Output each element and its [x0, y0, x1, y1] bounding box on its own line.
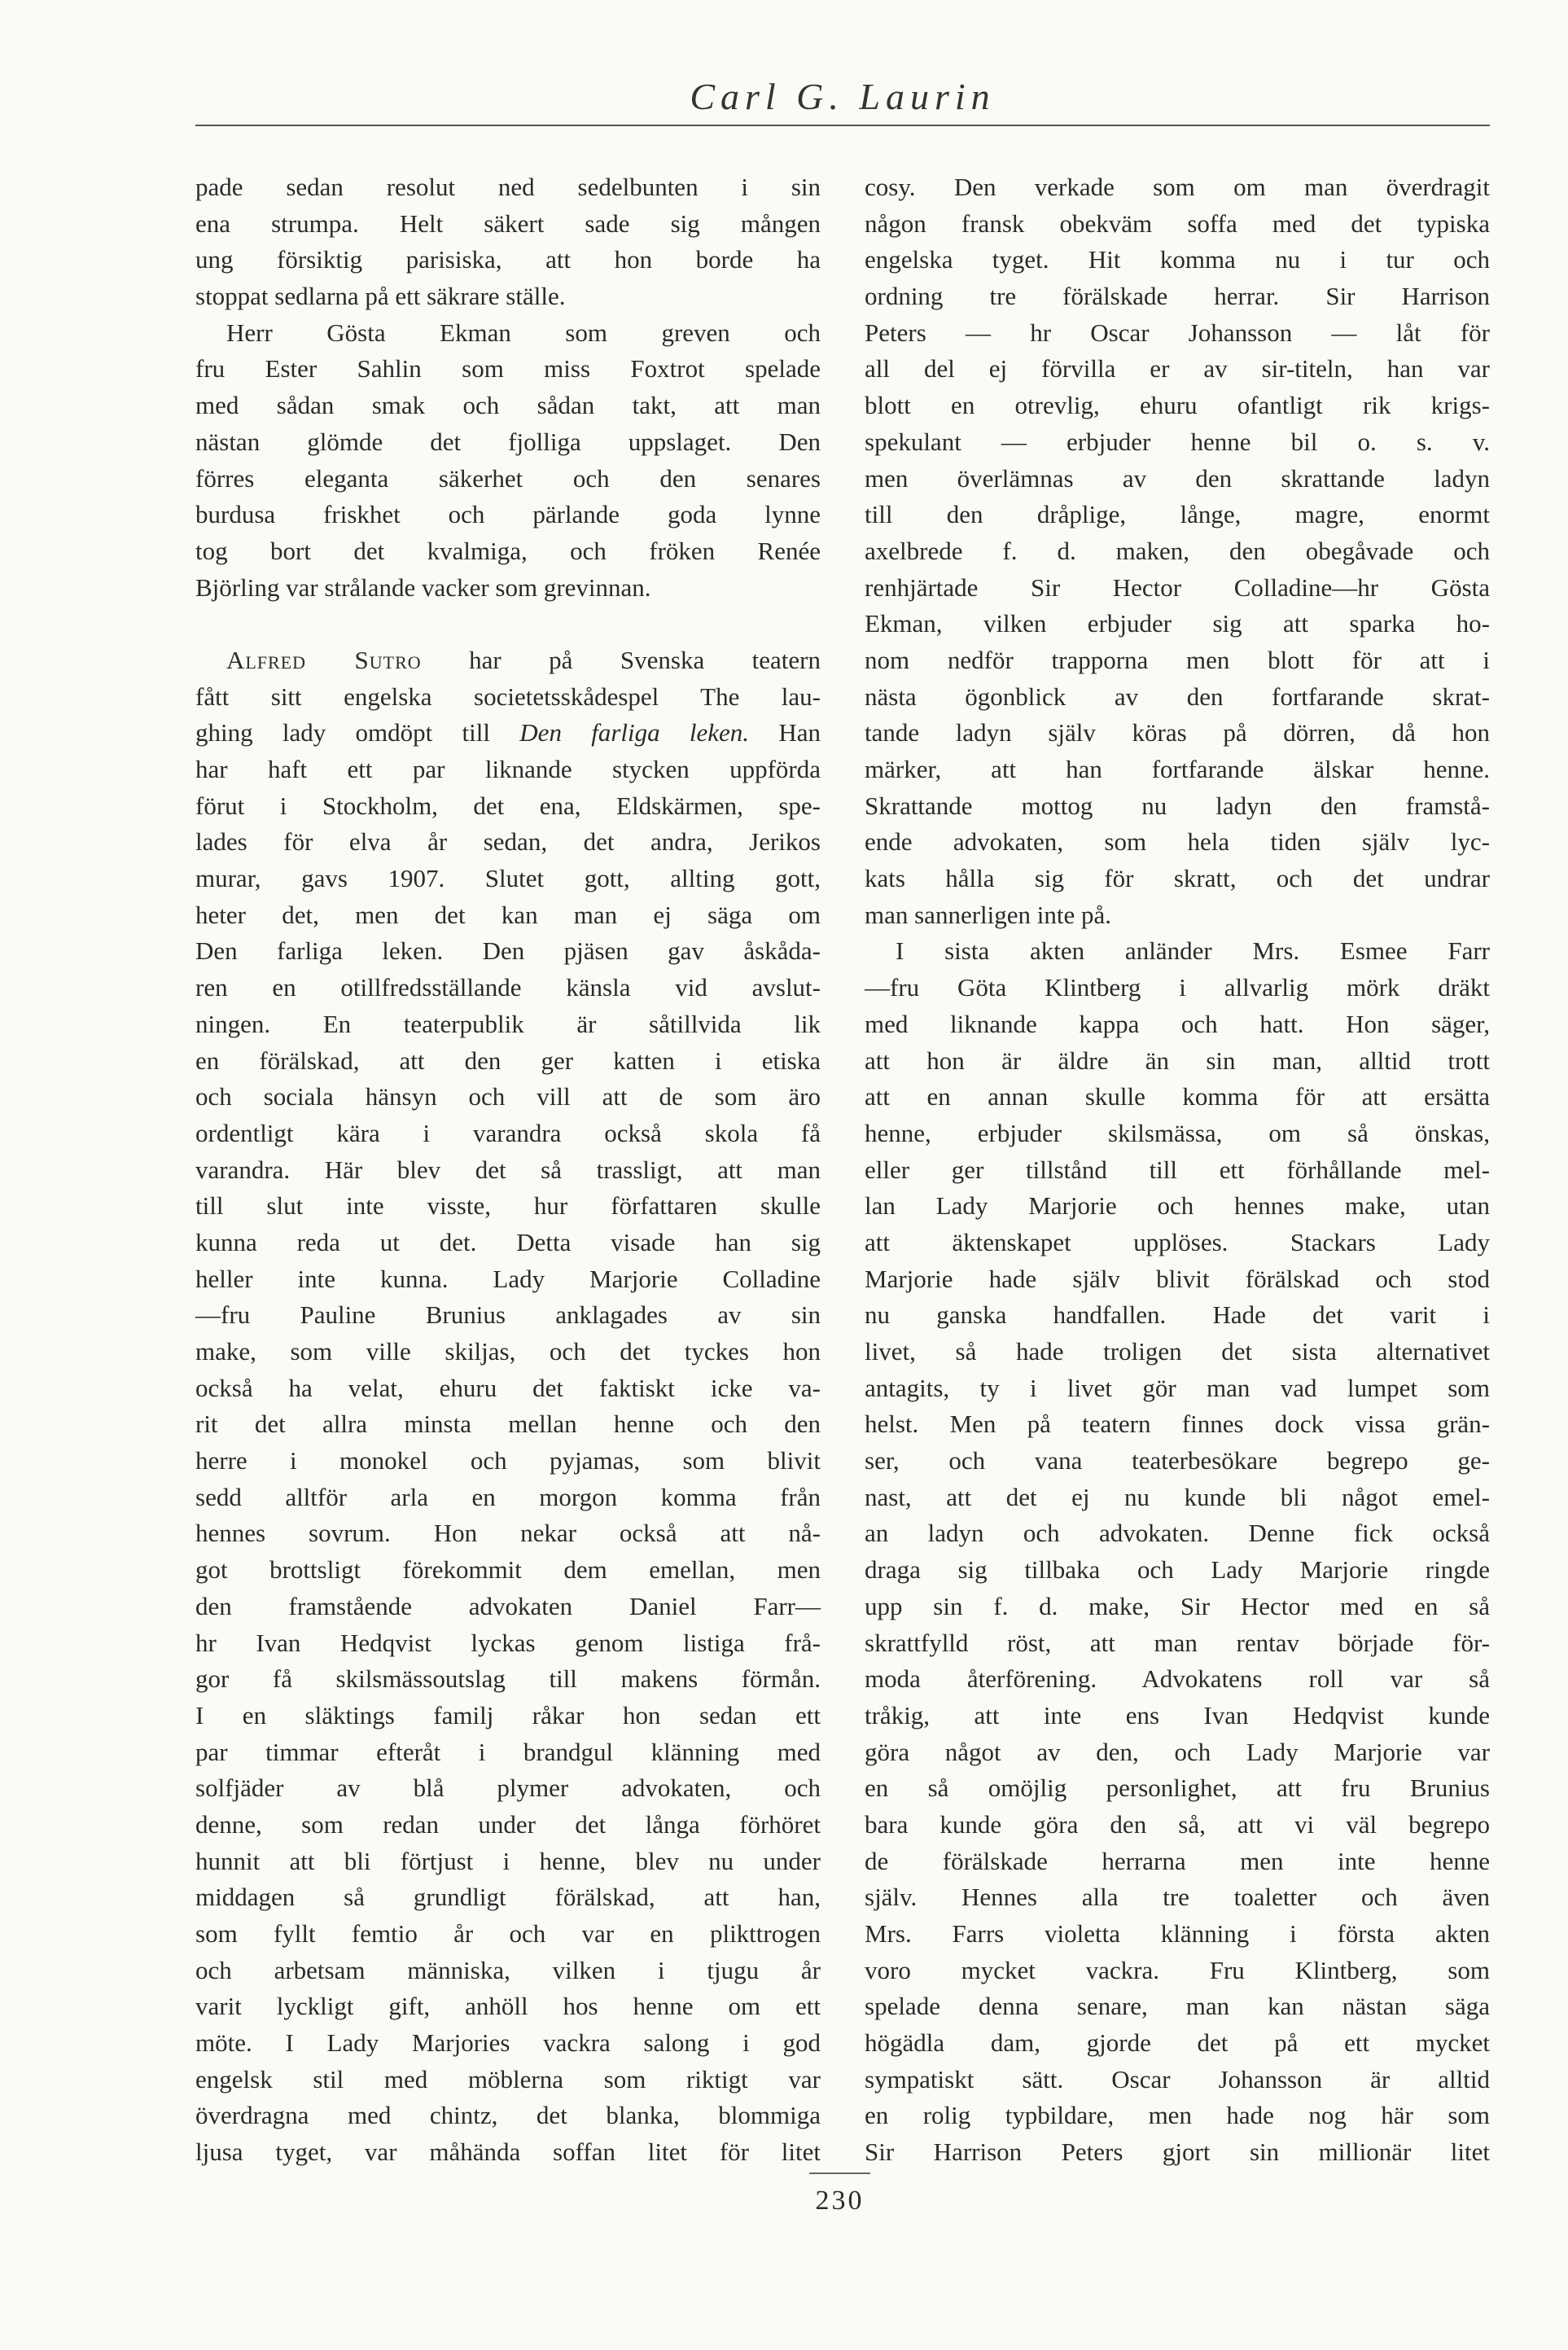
text-run: överdragna med chintz, det blanka, blommiga	[195, 2101, 821, 2130]
text-run: men överlämnas av den skrattande ladyn	[865, 463, 1490, 493]
text-line	[195, 424, 821, 461]
text-run: hunnit att bli förtjust i henne, blev nu under	[195, 1846, 821, 1875]
text-line	[865, 1225, 1490, 1261]
text-run: cosy. Den verkade som om man överdragit	[865, 173, 1490, 201]
text-run: upp sin f. d. make, Sir Hector med en så	[865, 1591, 1490, 1620]
text-run: voro mycket vackra. Fru Klintberg, som	[865, 1955, 1490, 1984]
page-number: 230	[815, 2186, 865, 2216]
text-line	[865, 351, 1490, 388]
text-run: ghing lady omdöpt till	[195, 718, 520, 748]
text-line	[195, 2134, 821, 2171]
text-run: ung försiktig parisiska, att hon borde ha	[195, 245, 821, 274]
text-line	[195, 1953, 821, 1989]
text-run: hr Ivan Hedqvist lyckas genom listiga frå-	[195, 1628, 821, 1657]
text-run: fått sitt engelska societetsskådespel The lau-	[195, 682, 821, 711]
text-run: moda återförening. Advokatens roll var så	[865, 1664, 1490, 1694]
text-run: make, som ville skiljas, och det tyckes hon	[195, 1337, 821, 1366]
text-line	[865, 1043, 1490, 1080]
text-line	[865, 861, 1490, 897]
text-run: Peters — hr Oscar Johansson — låt för	[865, 318, 1490, 347]
text-run: ser, och vana teaterbesökare begrepo ge-	[865, 1446, 1490, 1475]
text-run: en förälskad, att den ger katten i etiska	[195, 1046, 821, 1075]
running-header: Carl G. Laurin	[690, 76, 996, 117]
text-run: varandra. Här blev det så trassligt, att man	[195, 1155, 821, 1184]
text-line	[195, 242, 821, 278]
text-line	[195, 1225, 821, 1261]
text-run: sedd alltför arla en morgon komma från	[195, 1482, 821, 1511]
text-run: själv. Hennes alla tre toaletter och även	[865, 1883, 1490, 1912]
text-run: bara kunde göra den så, att vi väl begrepo	[865, 1809, 1490, 1839]
text-run: med liknande kappa och hatt. Hon säger,	[865, 1009, 1490, 1038]
text-run: spelade denna senare, man kan nästan säga	[865, 1992, 1490, 2021]
text-line	[195, 1988, 821, 2025]
text-line	[195, 1116, 821, 1152]
text-run: kats hålla sig för skratt, och det undrar	[865, 864, 1490, 893]
text-line	[865, 1807, 1490, 1844]
text-run: renhjärtade Sir Hector Colladine—hr Gösta	[865, 572, 1490, 602]
text-run: I sista akten anländer Mrs. Esmee Farr	[896, 936, 1490, 966]
text-run: helst. Men på teatern finnes dock vissa grän-	[865, 1410, 1490, 1439]
text-line	[195, 351, 821, 388]
text-line	[865, 1953, 1490, 1989]
text-run: de förälskade herrarna men inte henne	[865, 1846, 1490, 1875]
text-line	[195, 315, 821, 352]
header-rule	[195, 125, 1490, 126]
text-run: got brottsligt förekommit dem emellan, men	[195, 1555, 821, 1585]
text-line	[865, 1334, 1490, 1370]
text-line	[195, 970, 821, 1006]
text-line	[865, 1188, 1490, 1225]
text-line	[865, 2098, 1490, 2134]
text-run: lan Lady Marjorie och hennes make, utan	[865, 1191, 1490, 1221]
text-run: ningen. En teaterpublik är såtillvida lik	[195, 1009, 821, 1038]
text-run: heller inte kunna. Lady Marjorie Colladine	[195, 1264, 821, 1293]
text-run: Herr Gösta Ekman som greven och	[226, 318, 821, 347]
text-line	[865, 824, 1490, 861]
text-run: engelsk stil med möblerna som riktigt var	[195, 2064, 821, 2094]
text-line	[195, 1152, 821, 1189]
text-run: en rolig typbildare, men hade nog här som	[865, 2101, 1490, 2130]
text-line	[865, 1370, 1490, 1407]
text-line	[195, 788, 821, 825]
text-run: förut i Stockholm, det ena, Eldskärmen, spe-	[195, 791, 821, 820]
text-line	[195, 497, 821, 533]
italic-title: Den farliga leken.	[519, 718, 750, 748]
text-line	[865, 1625, 1490, 1662]
text-line	[195, 1079, 821, 1116]
text-run: också ha velat, ehuru det faktiskt icke va-	[195, 1373, 821, 1402]
text-run: ordning tre förälskade herrar. Sir Harrison	[865, 282, 1490, 311]
text-line	[865, 1661, 1490, 1698]
text-run: en så omöjlig personlighet, att fru Brunius	[865, 1773, 1490, 1803]
text-line	[195, 1006, 821, 1043]
text-run: fru Ester Sahlin som miss Foxtrot spelade	[195, 354, 821, 384]
text-line	[195, 1334, 821, 1370]
text-run: den framstående advokaten Daniel Farr—	[195, 1591, 821, 1620]
text-run: engelska tyget. Hit komma nu i tur och	[865, 245, 1490, 274]
text-run: att äktenskapet upplöses. Stackars Lady	[865, 1227, 1490, 1256]
text-line	[195, 461, 821, 498]
text-run: nästan glömde det fjolliga uppslaget. Den	[195, 427, 821, 456]
text-run: ordentligt kära i varandra också skola få	[195, 1118, 821, 1147]
text-line	[195, 533, 821, 570]
text-run: eller ger tillstånd till ett förhållande mel-	[865, 1155, 1490, 1184]
text-run: pade sedan resolut ned sedelbunten i sin	[195, 173, 821, 201]
text-run: möte. I Lady Marjories vackra salong i god	[195, 2028, 821, 2058]
text-line	[865, 424, 1490, 461]
text-line	[865, 278, 1490, 315]
text-line	[865, 715, 1490, 752]
text-line	[865, 2134, 1490, 2171]
text-run: all del ej förvilla er av sir-titeln, han var	[865, 354, 1490, 384]
text-run: som fyllt femtio år och var en plikttrogen	[195, 1919, 821, 1948]
left-column	[195, 169, 821, 2171]
text-line	[865, 933, 1490, 970]
text-line	[865, 1734, 1490, 1771]
text-line	[195, 1807, 821, 1844]
text-line	[195, 642, 821, 679]
text-line	[865, 2025, 1490, 2062]
text-line	[865, 1079, 1490, 1116]
text-run: Skrattande mottog nu ladyn den framstå-	[865, 791, 1490, 820]
text-run: att en annan skulle komma för att ersätta	[865, 1082, 1490, 1111]
text-run: förres eleganta säkerhet och den senares	[195, 463, 821, 493]
text-line	[865, 388, 1490, 424]
text-run: sympatiskt sätt. Oscar Johansson är alltid	[865, 2064, 1490, 2094]
text-line	[195, 715, 821, 752]
text-line	[195, 1480, 821, 1516]
paragraph-gap	[195, 606, 821, 642]
text-run: Han	[749, 718, 821, 748]
text-run: högädla dam, gjorde det på ett mycket	[865, 2028, 1490, 2058]
text-run: Den farliga leken. Den pjäsen gav åskåda-	[195, 936, 821, 966]
text-line	[865, 1770, 1490, 1807]
text-run: någon fransk obekväm soffa med det typiska	[865, 208, 1490, 238]
text-run: —fru Göta Klintberg i allvarlig mörk dräkt	[865, 973, 1490, 1002]
text-line	[195, 933, 821, 970]
text-run: har haft ett par liknande stycken uppförda	[195, 755, 821, 783]
text-line	[865, 752, 1490, 788]
text-line	[865, 1443, 1490, 1480]
text-line	[195, 1297, 821, 1334]
text-line	[195, 278, 821, 315]
text-line	[195, 1515, 821, 1552]
text-run: Sir Harrison Peters gjort sin millionär litet	[865, 2137, 1490, 2167]
text-line	[195, 861, 821, 897]
text-line	[195, 1406, 821, 1443]
text-run: henne, erbjuder skilsmässa, om så önskas,	[865, 1118, 1490, 1147]
text-line	[865, 897, 1490, 934]
text-line	[865, 169, 1490, 206]
text-line	[865, 1589, 1490, 1625]
text-run: an ladyn och advokaten. Denne fick också	[865, 1519, 1490, 1548]
text-run: antagits, ty i livet gör man vad lumpet som	[865, 1373, 1490, 1402]
text-run: nu ganska handfallen. Hade det varit i	[865, 1300, 1490, 1330]
text-line	[865, 1006, 1490, 1043]
text-run: denne, som redan under det långa förhöret	[195, 1809, 821, 1839]
text-run: heter det, men det kan man ej säga om	[195, 900, 821, 929]
text-line	[865, 1297, 1490, 1334]
text-run: blott en otrevlig, ehuru ofantligt rik krigs-	[865, 391, 1490, 420]
text-line	[195, 1625, 821, 1662]
text-run: draga sig tillbaka och Lady Marjorie ringde	[865, 1555, 1490, 1585]
text-run: I en släktings familj råkar hon sedan ett	[195, 1700, 821, 1730]
text-line	[195, 169, 821, 206]
text-line	[195, 1443, 821, 1480]
text-run: herre i monokel och pyjamas, som blivit	[195, 1446, 821, 1475]
text-line	[195, 824, 821, 861]
text-line	[865, 1261, 1490, 1298]
text-run: till den dråplige, långe, magre, enormt	[865, 500, 1490, 529]
text-run: tråkig, att inte ens Ivan Hedqvist kunde	[865, 1700, 1490, 1730]
text-line	[865, 315, 1490, 352]
text-run: märker, att han fortfarande älskar henne.	[865, 755, 1490, 783]
text-run: ende advokaten, som hela tiden själv lyc-	[865, 827, 1490, 857]
text-line	[865, 679, 1490, 716]
text-line	[195, 2062, 821, 2098]
text-run: axelbrede f. d. maken, den obegåvade och	[865, 536, 1490, 565]
text-run: har på Svenska teatern	[421, 645, 821, 674]
text-line	[195, 2025, 821, 2062]
text-line	[865, 2062, 1490, 2098]
text-line	[195, 752, 821, 788]
text-line	[865, 1988, 1490, 2025]
text-run: Björling var strålande vacker som grevinnan.	[195, 572, 651, 602]
text-run: varit lyckligt gift, anhöll hos henne om ett	[195, 1992, 821, 2021]
text-run: hennes sovrum. Hon nekar också att nå-	[195, 1519, 821, 1548]
text-run: skrattfylld röst, att man rentav började för-	[865, 1628, 1490, 1657]
text-run: lades för elva år sedan, det andra, Jerikos	[195, 827, 821, 857]
text-line	[195, 388, 821, 424]
text-line	[195, 1698, 821, 1734]
text-line	[865, 570, 1490, 607]
text-line	[865, 1406, 1490, 1443]
text-run: rit det allra minsta mellan henne och den	[195, 1410, 821, 1439]
text-line	[195, 1844, 821, 1880]
text-run: göra något av den, och Lady Marjorie var	[865, 1737, 1490, 1766]
small-caps-name: Alfred Sutro	[226, 645, 422, 674]
text-run: tog bort det kvalmiga, och fröken Renée	[195, 536, 821, 565]
text-line	[865, 1916, 1490, 1953]
text-line	[195, 1589, 821, 1625]
text-line	[195, 1261, 821, 1298]
text-line	[195, 1370, 821, 1407]
text-line	[865, 497, 1490, 533]
text-run: nästa ögonblick av den fortfarande skrat-	[865, 682, 1490, 711]
text-line	[195, 679, 821, 716]
text-run: ljusa tyget, var måhända soffan litet för litet	[195, 2137, 821, 2167]
text-line	[865, 1152, 1490, 1189]
text-line	[865, 606, 1490, 642]
text-run: gor få skilsmässoutslag till makens förmån.	[195, 1664, 821, 1694]
text-run: och sociala hänsyn och vill att de som äro	[195, 1082, 821, 1111]
text-run: par timmar efteråt i brandgul klänning med	[195, 1737, 821, 1766]
text-run: ren en otillfredsställande känsla vid avslut-	[195, 973, 821, 1002]
text-run: nom nedför trapporna men blott för att i	[865, 645, 1490, 674]
text-run: med sådan smak och sådan takt, att man	[195, 391, 821, 420]
text-line	[195, 1916, 821, 1953]
text-run: Ekman, vilken erbjuder sig att sparka ho-	[865, 609, 1490, 638]
text-line	[865, 970, 1490, 1006]
text-run: middagen så grundligt förälskad, att han,	[195, 1883, 821, 1912]
text-line	[195, 1188, 821, 1225]
right-column	[865, 169, 1490, 2171]
text-line	[195, 206, 821, 243]
text-run: murar, gavs 1907. Slutet gott, allting gott,	[195, 864, 821, 893]
text-run: stoppat sedlarna på ett säkrare ställe.	[195, 282, 566, 311]
text-run: att hon är äldre än sin man, alltid trott	[865, 1046, 1490, 1075]
text-line	[195, 2098, 821, 2134]
text-run: burdusa friskhet och pärlande goda lynne	[195, 500, 821, 529]
text-run: till slut inte visste, hur författaren skulle	[195, 1191, 821, 1221]
text-run: man sannerligen inte på.	[865, 900, 1112, 929]
text-line	[195, 1879, 821, 1916]
text-line	[195, 1043, 821, 1080]
text-line	[865, 1116, 1490, 1152]
text-run: ena strumpa. Helt säkert sade sig mången	[195, 208, 821, 238]
text-line	[195, 570, 821, 607]
page-number-rule	[809, 2172, 870, 2174]
text-run: Mrs. Farrs violetta klänning i första akten	[865, 1919, 1490, 1948]
text-line	[865, 1552, 1490, 1589]
text-line	[865, 1515, 1490, 1552]
text-line	[865, 1480, 1490, 1516]
text-run: spekulant — erbjuder henne bil o. s. v.	[865, 427, 1490, 456]
text-line	[865, 242, 1490, 278]
text-run: —fru Pauline Brunius anklagades av sin	[195, 1300, 821, 1330]
text-run: livet, så hade troligen det sista alternativet	[865, 1337, 1490, 1366]
text-line	[865, 642, 1490, 679]
text-line	[195, 1770, 821, 1807]
text-line	[195, 1661, 821, 1698]
text-line	[865, 461, 1490, 498]
text-run: kunna reda ut det. Detta visade han sig	[195, 1227, 821, 1256]
text-line	[195, 897, 821, 934]
text-line	[865, 1879, 1490, 1916]
text-line	[865, 788, 1490, 825]
text-line	[195, 1734, 821, 1771]
text-line	[865, 1698, 1490, 1734]
text-line	[195, 1552, 821, 1589]
text-run: nast, att det ej nu kunde bli något emel-	[865, 1482, 1490, 1511]
text-line	[865, 206, 1490, 243]
text-run: och arbetsam människa, vilken i tjugu år	[195, 1955, 821, 1984]
text-run: Marjorie hade själv blivit förälskad och stod	[865, 1264, 1490, 1293]
text-line	[865, 533, 1490, 570]
text-run: solfjäder av blå plymer advokaten, och	[195, 1773, 821, 1803]
text-line	[865, 1844, 1490, 1880]
text-run: tande ladyn själv köras på dörren, då hon	[865, 718, 1490, 748]
